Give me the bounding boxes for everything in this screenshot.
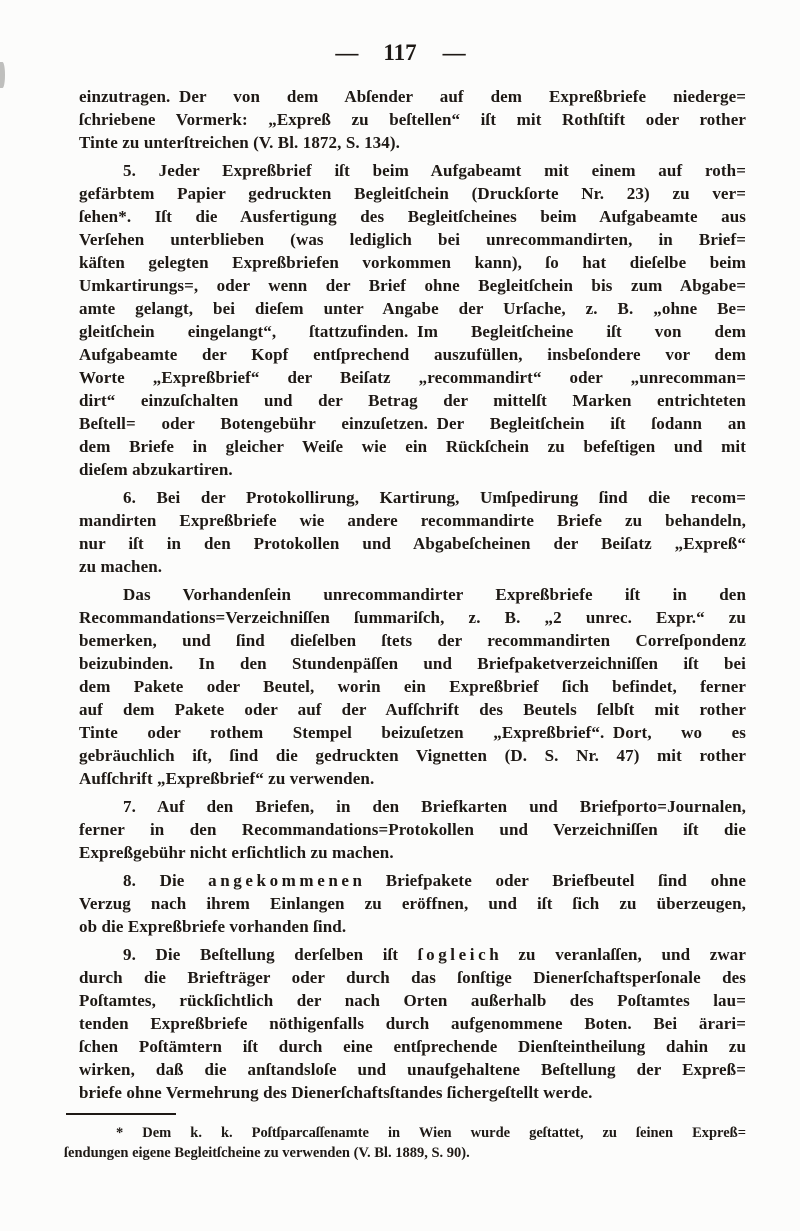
text-line: amte gelangt, bei dieſem unter Angabe der Urſache, z. B. „ohne Be= — [79, 299, 746, 318]
text-line: dem Briefe in gleicher Weiſe wie ein Rückſchein zu befeſtigen und mit — [79, 437, 746, 456]
text-line: Tinte zu unterſtreichen (V. Bl. 1872, S. 134). — [79, 133, 400, 152]
footnote — [64, 1123, 746, 1163]
text-line: Worte „Expreßbrief“ der Beiſatz „recommandirt“ oder „unrecomman= — [79, 368, 746, 387]
text-line: 7. Auf den Briefen, in den Briefkarten und Briefporto=Journalen, — [123, 797, 746, 816]
text-line: 5. Jeder Expreßbrief iſt beim Aufgabeamt mit einem auf roth= — [123, 161, 746, 180]
text-line: dem Pakete oder Beutel, worin ein Expreßbrief ſich befindet, ferner — [79, 677, 746, 696]
footnote-line: ſendungen eigene Begleitſcheine zu verwenden (V. Bl. 1889, S. 90). — [64, 1145, 470, 1161]
text-line: Verzug nach ihrem Einlangen zu eröffnen, und iſt ſich zu überzeugen, — [79, 894, 746, 913]
paragraph-continuation — [79, 85, 746, 154]
text-line: ob die Expreßbriefe vorhanden ſind. — [79, 917, 347, 936]
text-line: ſehen*. Iſt die Ausfertigung des Begleitſcheines beim Aufgabeamte aus — [79, 207, 746, 226]
text-line: Das Vorhandenſein unrecommandirter Expreßbriefe iſt in den — [123, 585, 746, 604]
page-header — [0, 40, 800, 66]
paragraph-item-7 — [79, 795, 746, 864]
text-line: dieſem abzukartiren. — [79, 460, 233, 479]
text-line: mandirten Expreßbriefe wie andere recommandirte Briefe zu behandeln, — [79, 511, 746, 530]
header-dash-right: — — [442, 40, 465, 65]
text-line: bemerken, und ſind dieſelben ſtets der recommandirten Correſpondenz — [79, 631, 746, 650]
text-line: Verſehen unterblieben (was lediglich bei unrecommandirten, in Brief= — [79, 230, 746, 249]
paragraph-item-6 — [79, 486, 746, 578]
text-line: gefärbtem Papier gedruckten Begleitſchein (Druckſorte Nr. 23) zu ver= — [79, 184, 746, 203]
paragraph-item-5 — [79, 159, 746, 481]
text-line: 6. Bei der Protokollirung, Kartirung, Umſpedirung ſind die recom= — [123, 488, 746, 507]
text-line: briefe ohne Vermehrung des Dienerſchaftsſtandes ſichergeſtellt werde. — [79, 1083, 593, 1102]
text-line: 9. Die Beſtellung derſelben iſt ſ o g l e i c h zu veranlaſſen, und zwar — [123, 945, 746, 964]
text-line: 8. Die a n g e k o m m e n e n Briefpakete oder Briefbeutel ſind ohne — [123, 871, 746, 890]
text-line: Umkartirungs=, oder wenn der Brief ohne Begleitſchein bis zum Abgabe= — [79, 276, 746, 295]
text-line: ferner in den Recommandations=Protokollen und Verzeichniſſen iſt die — [79, 820, 746, 839]
text-line: Tinte oder rothem Stempel beizuſetzen „Expreßbrief“. Dort, wo es — [79, 723, 746, 742]
text-line: Aufſchrift „Expreßbrief“ zu verwenden. — [79, 769, 375, 788]
text-line: wirken, daß die anſtandsloſe und unaufgehaltene Beſtellung der Expreß= — [79, 1060, 746, 1079]
text-line: Beſtell= oder Botengebühr einzuſetzen. Der Begleitſchein iſt ſodann an — [79, 414, 746, 433]
text-line: Recommandations=Verzeichniſſen ſummariſch, z. B. „2 unrec. Expr.“ zu — [79, 608, 746, 627]
text-line: ſchen Poſtämtern iſt durch eine entſprechende Dienſteintheilung dahin zu — [79, 1037, 746, 1056]
text-line: einzutragen. Der von dem Abſender auf dem Expreßbriefe niederge= — [79, 87, 746, 106]
header-dash-left: — — [335, 40, 358, 65]
page-number: 117 — [383, 40, 417, 65]
text-line: Expreßgebühr nicht erſichtlich zu machen. — [79, 843, 394, 862]
text-line: zu machen. — [79, 557, 163, 576]
text-line: Poſtamtes, rückſichtlich der nach Orten außerhalb des Poſtamtes lau= — [79, 991, 746, 1010]
footnote-line: * Dem k. k. Poſtſparcaſſenamte in Wien wurde geſtattet, zu ſeinen Expreß= — [116, 1125, 746, 1141]
text-line: tenden Expreßbriefe nöthigenfalls durch aufgenommene Boten. Bei ärari= — [79, 1014, 746, 1033]
text-line: durch die Briefträger oder durch das ſonſtige Dienerſchaftsperſonale des — [79, 968, 746, 987]
text-line: beizubinden. In den Stundenpäſſen und Briefpaketverzeichniſſen iſt bei — [79, 654, 746, 673]
text-line: auf dem Pakete oder auf der Aufſchrift des Beutels ſelbſt mit rother — [79, 700, 746, 719]
footnote-rule — [66, 1113, 176, 1115]
document-body — [79, 85, 746, 1104]
text-line: dirt“ einzuſchalten und der Betrag der mittelſt Marken entrichteten — [79, 391, 746, 410]
text-line: nur iſt in den Protokollen und Abgabeſcheinen der Beiſatz „Expreß“ — [79, 534, 746, 553]
paragraph-item-9 — [79, 943, 746, 1104]
paragraph-item-8 — [79, 869, 746, 938]
text-line: Aufgabeamte der Kopf entſprechend auszufüllen, insbeſondere vor dem — [79, 345, 746, 364]
text-line: käſten gelegten Expreßbriefen vorkommen kann), ſo hat dieſelbe beim — [79, 253, 746, 272]
text-line: ſchriebene Vormerk: „Expreß zu beſtellen“ iſt mit Rothſtift oder rother — [79, 110, 746, 129]
paragraph-unnumbered — [79, 583, 746, 790]
text-line: gleitſchein eingelangt“, ſtattzufinden. Im Begleitſcheine iſt von dem — [79, 322, 746, 341]
text-line: gebräuchlich iſt, ſind die gedruckten Vignetten (D. S. Nr. 47) mit rother — [79, 746, 746, 765]
